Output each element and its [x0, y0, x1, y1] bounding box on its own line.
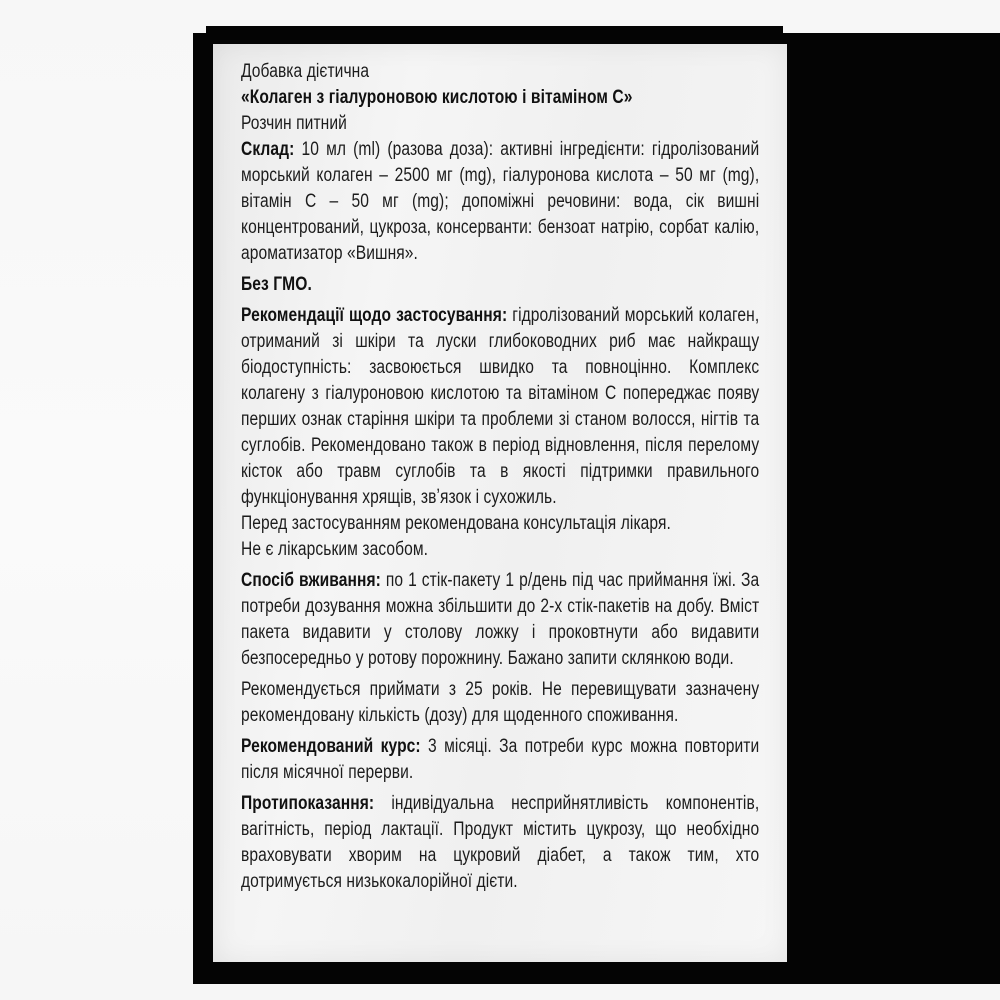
age-recommendation-paragraph: Рекомендується приймати з 25 років. Не перевищувати зазначену рекомендовану кількість (дозу) для щоденного споживання. [241, 679, 760, 726]
gmo-free-line: Без ГМО. [241, 274, 312, 295]
composition-paragraph: Склад: 10 мл (ml) (разова доза): активні інгредієнти: гідролізований морський колаген – 2500 мг (mg), гіалуронова кислота – 50 мг (mg), вітамін С – 50 мг (mg); допоміжні речовини: вода, сік вишні концентрований, цукроза, консерванти: бензоат натрію, сорбат калію, ароматизатор «Вишня». [241, 139, 760, 264]
product-form-line: Розчин питний [241, 113, 347, 134]
label-card [213, 44, 787, 962]
contraindications-heading: Протипоказання: [241, 793, 375, 814]
label-text-column [241, 59, 759, 895]
course-paragraph: Рекомендований курс: 3 місяці. За потреби курс можна повторити після місячної перерви. [241, 736, 760, 783]
recommendations-paragraph: Рекомендації щодо застосування: гідролізований морський колаген, отриманий зі шкіри та луски глибоководних риб має найкращу біодоступність: засвоюється швидко та повноцінно. Комплекс колагену з гіалуроновою кислотою та вітаміном С попереджає появу перших ознак старіння шкіри та проблеми зі станом волосся, нігтів та суглобів. Рекомендовано також в період відновлення, після перелому кісток або травм суглобів та в якості підтримки правильного функціонування хрящів, звʼязок і сухожиль. [241, 305, 760, 508]
contraindications-paragraph: Протипоказання: індивідуальна несприйнятливість компонентів, вагітність, період лактації. Продукт містить цукрозу, що необхідно враховувати хворим на цукровий діабет, а також тим, хто дотримується низькокалорійної дієти. [241, 793, 760, 892]
doctor-consultation-line: Перед застосуванням рекомендована консультація лікаря. [241, 513, 671, 534]
product-box-top-edge [206, 26, 783, 46]
product-name-line: «Колаген з гіалуроновою кислотою і вітаміном С» [241, 87, 633, 108]
composition-heading: Склад: [241, 139, 295, 160]
product-type-line: Добавка дієтична [241, 61, 370, 82]
usage-paragraph: Спосіб вживання: по 1 стік-пакету 1 р/день під час приймання їжі. За потреби дозування можна збільшити до 2-х стік-пакетів на добу. Вміст пакета видавити у столову ложку і проковтнути або видавити безпосередньо у ротову порожнину. Бажано запити склянкою води. [241, 570, 760, 669]
recommendations-heading: Рекомендації щодо застосування: [241, 305, 508, 326]
course-heading: Рекомендований курс: [241, 736, 421, 757]
not-medicine-line: Не є лікарським засобом. [241, 539, 429, 560]
usage-heading: Спосіб вживання: [241, 570, 381, 591]
